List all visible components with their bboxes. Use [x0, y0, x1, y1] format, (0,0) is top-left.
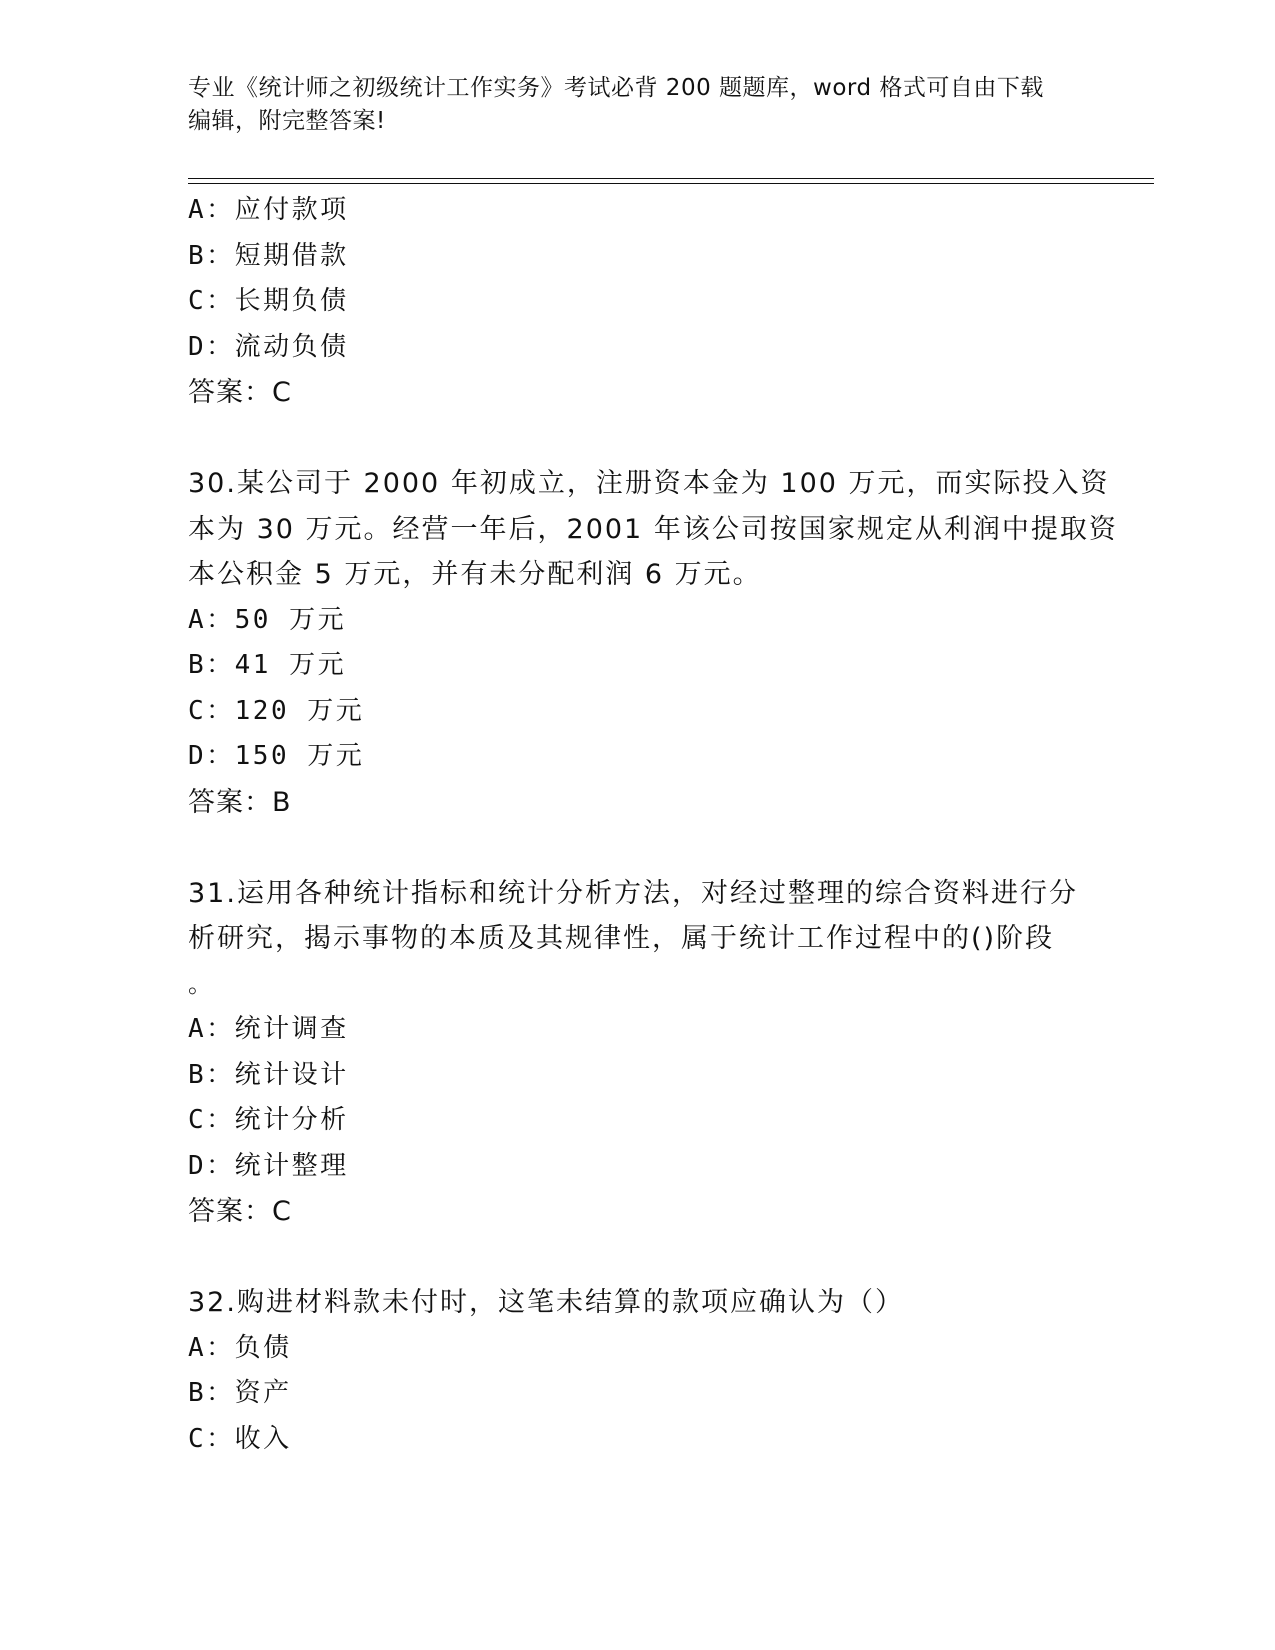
header-line-2: 编辑，附完整答案! [188, 108, 386, 134]
question-stem-line: 30.某公司于 2000 年初成立，注册资本金为 100 万元，而实际投入资 [188, 468, 1110, 499]
option-d: D：流动负债 [188, 331, 349, 362]
option-a: A：应付款项 [188, 195, 349, 225]
header-line-1: 专业《统计师之初级统计工作实务》考试必背 200 题题库，word 格式可自由下载 [188, 75, 1044, 101]
option-d: D：150 万元 [188, 741, 365, 771]
question-stem-line: 本为 30 万元。经营一年后，2001 年该公司按国家规定从利润中提取资 [188, 513, 1118, 545]
question-32 [188, 1280, 1088, 1462]
option-c: C：统计分析 [188, 1105, 349, 1135]
answer: 答案：C [188, 1196, 292, 1227]
option-a: A：统计调查 [188, 1014, 349, 1044]
option-c: C：长期负债 [188, 286, 349, 316]
header-divider-top [188, 178, 1154, 179]
question-stem-line: 32.购进材料款未付时，这笔未结算的款项应确认为（） [188, 1287, 904, 1318]
spacer [188, 825, 1088, 871]
question-29 [188, 188, 1088, 416]
answer: 答案：C [188, 377, 292, 408]
option-a: A：50 万元 [188, 604, 347, 635]
question-stem-line: 析研究，揭示事物的本质及其规律性，属于统计工作过程中的()阶段 [188, 923, 1055, 954]
question-stem-line: 31.运用各种统计指标和统计分析方法，对经过整理的综合资料进行分 [188, 877, 1078, 909]
document-header [188, 72, 1088, 138]
option-b: B：41 万元 [188, 650, 347, 680]
question-list [188, 188, 1118, 1462]
option-b: B：资产 [188, 1378, 292, 1408]
spacer [188, 416, 1088, 462]
option-c: C：收入 [188, 1423, 292, 1454]
option-b: B：短期借款 [188, 240, 349, 271]
header-divider-bottom [188, 183, 1154, 184]
option-d: D：统计整理 [188, 1150, 349, 1181]
question-stem-line: 本公积金 5 万元，并有未分配利润 6 万元。 [188, 559, 762, 590]
option-a: A：负债 [188, 1332, 292, 1363]
spacer [188, 1235, 1088, 1281]
option-b: B：统计设计 [188, 1059, 349, 1090]
answer: 答案：B [188, 786, 292, 818]
question-30 [188, 461, 1118, 825]
question-stem-line: 。 [188, 969, 214, 998]
question-31 [188, 871, 1088, 1235]
option-c: C：120 万元 [188, 695, 365, 726]
